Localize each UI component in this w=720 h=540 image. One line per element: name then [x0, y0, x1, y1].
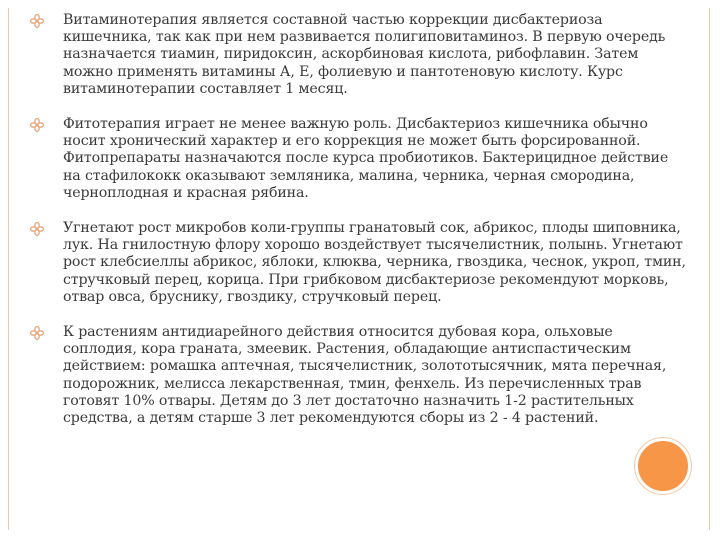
bullet-item-antidiarrheal-plants	[30, 324, 690, 427]
flower-bullet-icon	[30, 14, 44, 28]
flower-bullet-icon	[30, 222, 44, 236]
bullet-text: Угнетают рост микробов коли-группы гранатовый сок, абрикос, плоды шиповника, лук. На гнилостную флору хорошо воздействует тысячелистник, полынь. Угнетают рост клебсиеллы абрикос, яблоки, клюква, черника, гвоздика, чеснок, укроп, тмин, стручковый перец, корица. При грибковом дисбактериозе рекомендуют морковь, отвар овса, бруснику, гвоздику, стручковый перец.	[63, 220, 686, 305]
flower-bullet-icon	[30, 326, 44, 340]
bullet-item-growth-inhibitors	[30, 220, 690, 306]
bullet-text: Витаминотерапия является составной частью коррекции дисбактериоза кишечника, так как при нем развивается полигиповитаминоз. В первую очередь назначается тиамин, пиридоксин, аскорбиновая кислота, рибофлавин. Затем можно применять витамины А, Е, фолиевую и пантотеновую кислоту. Курс витаминотерапии составляет 1 месяц.	[63, 12, 666, 97]
bullet-text: К растениям антидиарейного действия относится дубовая кора, ольховые соплодия, кора граната, змеевик. Растения, обладающие антиспастическим действием: ромашка аптечная, тысячелистник, золототысячник, мята перечная, подорожник, мелисса лекарственная, тмин, фенхель. Из перечисленных трав готовят 10% отвары. Детям до 3 лет достаточно назначить 1-2 растительных средства, а детям старше 3 лет рекомендуются сборы из 2 - 4 растений.	[63, 324, 667, 427]
decorative-orange-circle	[635, 438, 691, 494]
bullet-item-vitamin-therapy	[30, 12, 690, 98]
bullet-item-phytotherapy	[30, 116, 690, 202]
flower-bullet-icon	[30, 118, 44, 132]
bullet-text: Фитотерапия играет не менее важную роль. Дисбактериоз кишечника обычно носит хронический характер и его коррекция не может быть форсированной. Фитопрепараты назначаются после курса пробиотиков. Бактерицидное действие на стафилококк оказывают земляника, малина, черника, черная смородина, черноплодная и красная рябина.	[63, 116, 669, 201]
slide-content	[30, 12, 690, 427]
